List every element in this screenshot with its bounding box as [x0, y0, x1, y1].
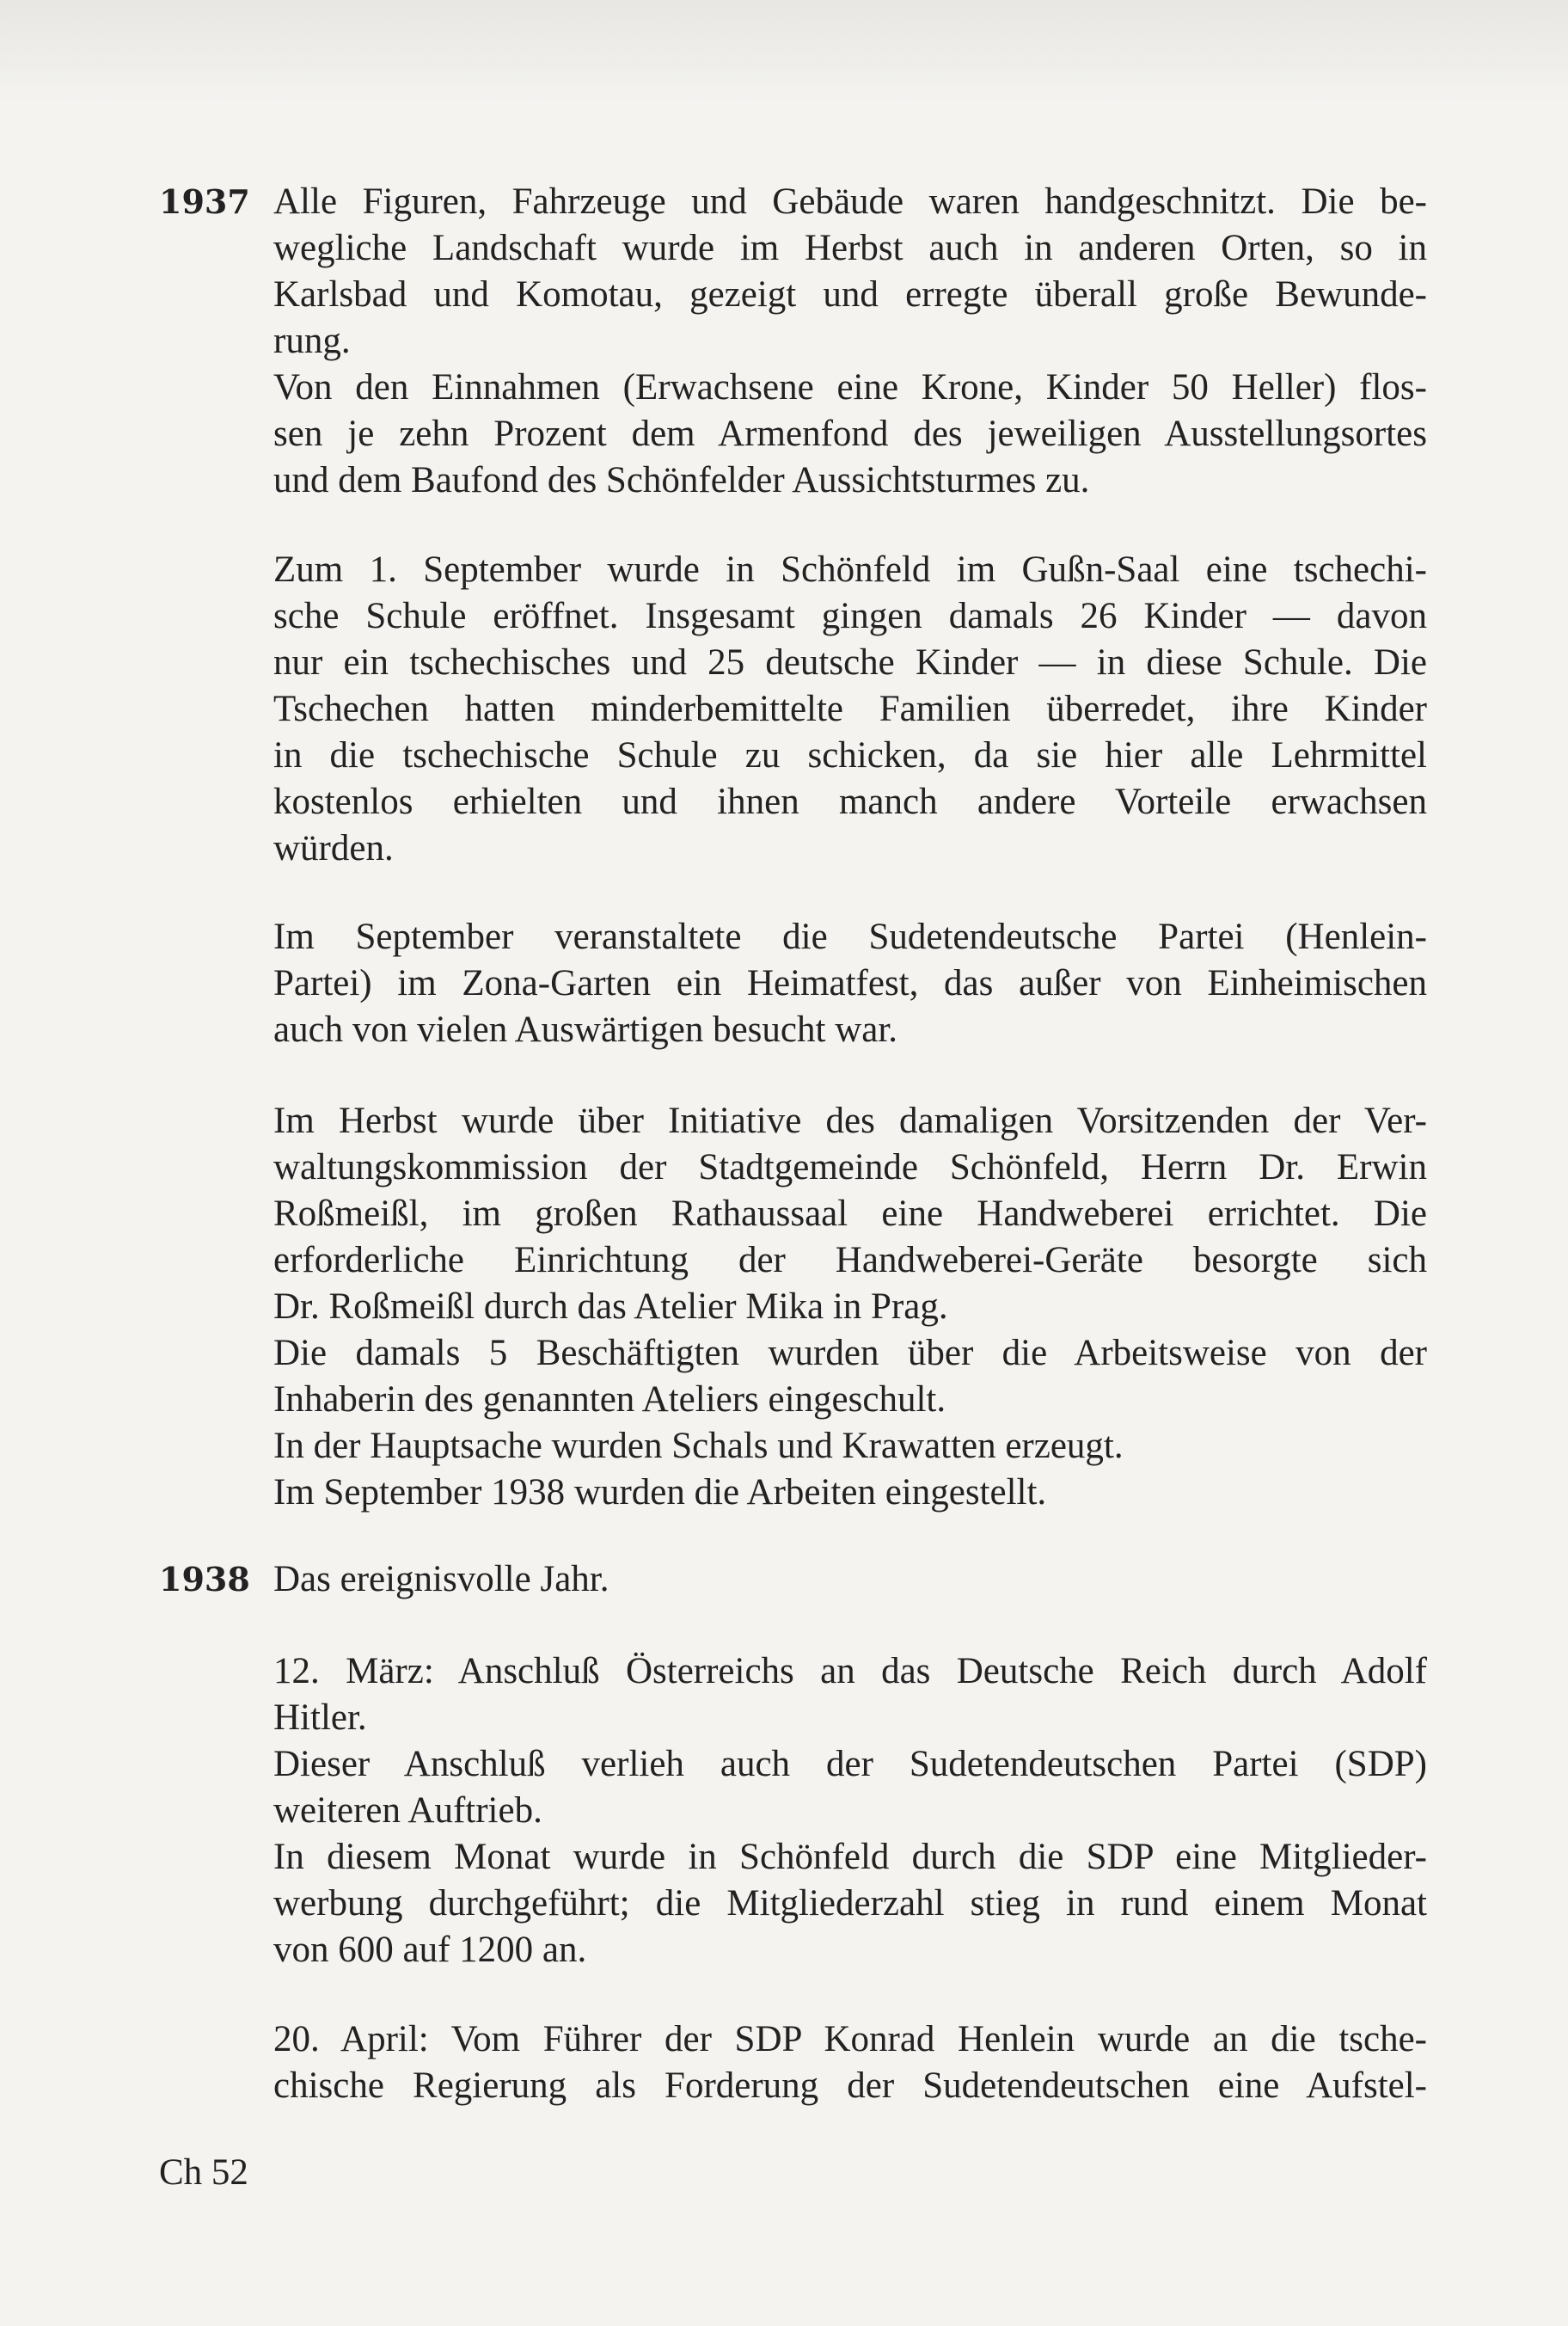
- year-label: 1937: [159, 182, 250, 221]
- text-line: Im September 1938 wurden die Arbeiten eingestellt.: [273, 1472, 1047, 1513]
- text-line: Das ereignisvolle Jahr.: [273, 1559, 609, 1599]
- text-line: sche Schule eröffnet. Insgesamt gingen damals 26 Kinder — davon: [273, 596, 1427, 636]
- year-label: 1938: [159, 1560, 250, 1599]
- text-line: Zum 1. September wurde in Schönfeld im Gußn-Saal eine tschechi-: [273, 549, 1427, 590]
- text-line: weiteren Auftrieb.: [273, 1790, 542, 1831]
- text-line: nur ein tschechisches und 25 deutsche Kinder — in diese Schule. Die: [273, 642, 1427, 683]
- text-line: in die tschechische Schule zu schicken, da sie hier alle Lehrmittel: [273, 735, 1427, 776]
- text-line: kostenlos erhielten und ihnen manch andere Vorteile erwachsen: [273, 782, 1427, 822]
- scan-shadow: [0, 0, 1568, 103]
- text-line: Alle Figuren, Fahrzeuge und Gebäude waren handgeschnitzt. Die be-: [273, 181, 1427, 222]
- text-line: In der Hauptsache wurden Schals und Krawatten erzeugt.: [273, 1426, 1124, 1466]
- text-line: Karlsbad und Komotau, gezeigt und erregte überall große Bewunde-: [273, 274, 1427, 315]
- text-line: 12. März: Anschluß Österreichs an das Deutsche Reich durch Adolf: [273, 1651, 1427, 1691]
- paragraph: [273, 179, 1427, 504]
- text-line: Dieser Anschluß verlieh auch der Sudetendeutschen Partei (SDP): [273, 1744, 1427, 1784]
- paragraph: [273, 547, 1427, 872]
- paragraph: [273, 1648, 1427, 1973]
- text-line: wegliche Landschaft wurde im Herbst auch in anderen Orten, so in: [273, 228, 1427, 268]
- text-line: Von den Einnahmen (Erwachsene eine Krone, Kinder 50 Heller) flos-: [273, 367, 1427, 408]
- text-line: Partei) im Zona-Garten ein Heimatfest, das außer von Einheimischen: [273, 963, 1427, 1003]
- paragraph: [273, 1098, 1427, 1516]
- paragraph: [273, 914, 1427, 1053]
- text-line: In diesem Monat wurde in Schönfeld durch die SDP eine Mitglieder-: [273, 1837, 1427, 1877]
- text-line: Tschechen hatten minderbemittelte Familien überredet, ihre Kinder: [273, 689, 1427, 729]
- text-line: waltungskommission der Stadtgemeinde Schönfeld, Herrn Dr. Erwin: [273, 1147, 1427, 1188]
- text-line: erforderliche Einrichtung der Handweberei-Geräte besorgte sich: [273, 1240, 1427, 1280]
- text-line: auch von vielen Auswärtigen besucht war.: [273, 1010, 898, 1050]
- text-line: von 600 auf 1200 an.: [273, 1930, 587, 1970]
- paragraph: [273, 1556, 1427, 1603]
- text-line: 20. April: Vom Führer der SDP Konrad Henlein wurde an die tsche-: [273, 2019, 1427, 2059]
- paragraph: [273, 2016, 1427, 2109]
- text-line: werbung durchgeführt; die Mitgliederzahl stieg in rund einem Monat: [273, 1883, 1427, 1924]
- text-line: sen je zehn Prozent dem Armenfond des jeweiligen Ausstellungsortes: [273, 414, 1427, 454]
- text-line: chische Regierung als Forderung der Sudetendeutschen eine Aufstel-: [273, 2065, 1427, 2106]
- text-line: Die damals 5 Beschäftigten wurden über die Arbeitsweise von der: [273, 1333, 1427, 1373]
- text-line: Im Herbst wurde über Initiative des damaligen Vorsitzenden der Ver-: [273, 1101, 1427, 1141]
- text-line: Im September veranstaltete die Sudetendeutsche Partei (Henlein-: [273, 917, 1427, 957]
- text-line: würden.: [273, 828, 394, 868]
- text-line: Roßmeißl, im großen Rathaussaal eine Handweberei errichtet. Die: [273, 1194, 1427, 1234]
- text-line: Hitler.: [273, 1697, 367, 1738]
- text-line: Dr. Roßmeißl durch das Atelier Mika in Prag.: [273, 1286, 948, 1327]
- text-line: rung.: [273, 321, 351, 361]
- text-line: und dem Baufond des Schönfelder Aussichtsturmes zu.: [273, 460, 1090, 500]
- page-number: Ch 52: [159, 2152, 248, 2193]
- text-line: Inhaberin des genannten Ateliers eingeschult.: [273, 1379, 946, 1420]
